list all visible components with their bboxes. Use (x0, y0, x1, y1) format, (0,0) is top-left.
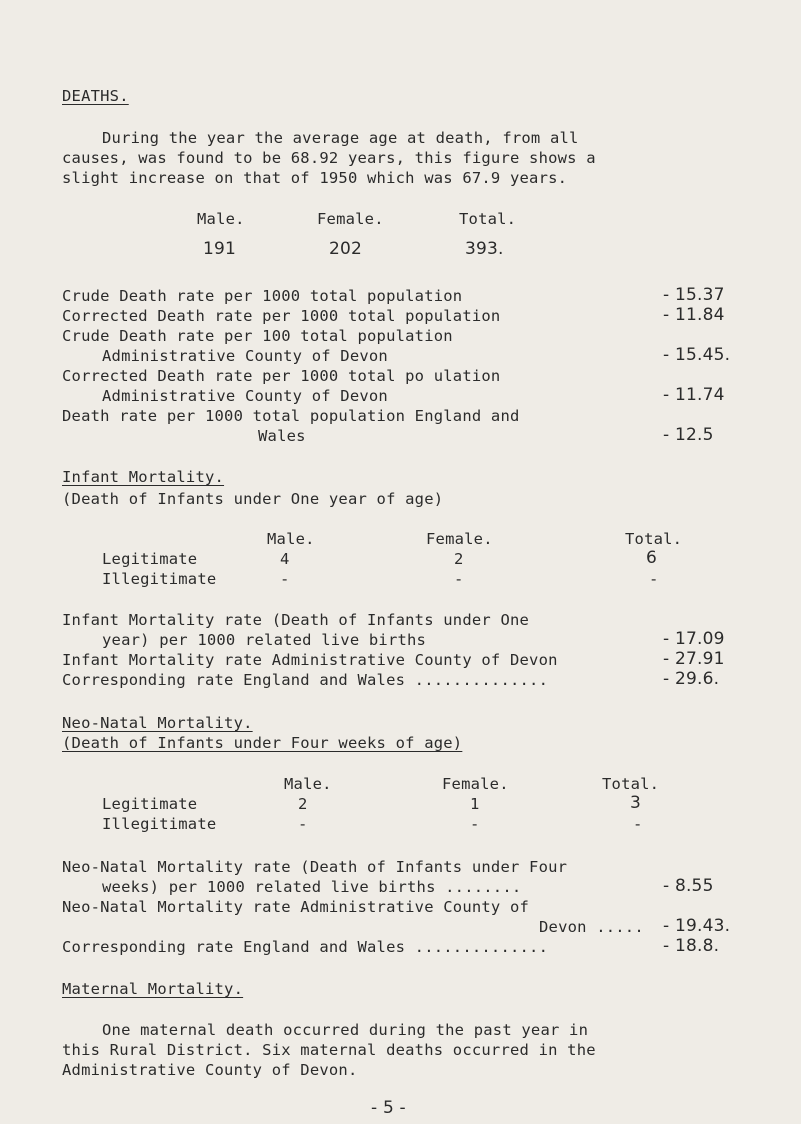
intro-line-2: causes, was found to be 68.92 years, this figure shows a (62, 149, 596, 167)
maternal-text-line-1: One maternal death occurred during the past year in (102, 1021, 589, 1039)
neonatal-row-total: 3 (630, 793, 642, 813)
infant-rate-label: year) per 1000 related live births (102, 631, 427, 649)
infant-row-label: Legitimate (102, 550, 198, 568)
section-heading-deaths: DEATHS. (62, 87, 129, 105)
neonatal-mortality-title: Neo-Natal Mortality. (62, 714, 253, 732)
death-rate-label: Corrected Death rate per 1000 total po ulation (62, 367, 501, 385)
infant-row-label: Illegitimate (102, 570, 217, 588)
infant-row-total: - (649, 570, 659, 588)
neonatal-mortality-subtitle: (Death of Infants under Four weeks of age) (62, 734, 463, 752)
deaths-header-male: Male. (197, 210, 245, 228)
neonatal-row-total: - (633, 815, 643, 833)
neonatal-rate-value: - 18.8. (663, 936, 720, 956)
death-rate-value: - 15.45. (663, 345, 731, 365)
death-rate-value: - 15.37 (663, 285, 725, 305)
death-rate-label: Administrative County of Devon (102, 347, 388, 365)
death-rate-label: Corrected Death rate per 1000 total population (62, 307, 501, 325)
neonatal-rate-value: - 19.43. (663, 916, 731, 936)
maternal-mortality-title: Maternal Mortality. (62, 980, 244, 998)
infant-row-female: 2 (454, 550, 464, 568)
infant-rate-value: - 17.09 (663, 629, 725, 649)
infant-row-male: - (280, 570, 290, 588)
neonatal-header-female: Female. (442, 775, 509, 793)
neonatal-row-female: 1 (470, 795, 480, 813)
neonatal-row-label: Legitimate (102, 795, 198, 813)
deaths-value-male: 191 (203, 239, 237, 259)
neonatal-row-label: Illegitimate (102, 815, 217, 833)
intro-line-1: During the year the average age at death, from all (102, 129, 579, 147)
death-rate-label: Administrative County of Devon (102, 387, 388, 405)
deaths-header-total: Total. (459, 210, 517, 228)
maternal-text-line-3: Administrative County of Devon. (62, 1061, 358, 1079)
deaths-value-total: 393. (465, 239, 504, 259)
death-rate-value: - 11.84 (663, 305, 725, 325)
infant-rate-label: Corresponding rate England and Wales .............. (62, 671, 549, 689)
death-rate-value: - 12.5 (663, 425, 714, 445)
death-rate-label: Crude Death rate per 1000 total population (62, 287, 463, 305)
deaths-header-female: Female. (317, 210, 384, 228)
infant-mortality-subtitle: (Death of Infants under One year of age) (62, 490, 444, 508)
neonatal-rate-label: Neo-Natal Mortality rate (Death of Infants under Four (62, 858, 568, 876)
death-rate-label: Wales (258, 427, 306, 445)
neonatal-rate-label: weeks) per 1000 related live births ........ (102, 878, 522, 896)
infant-header-female: Female. (426, 530, 493, 548)
infant-rate-label: Infant Mortality rate Administrative County of Devon (62, 651, 558, 669)
infant-header-total: Total. (625, 530, 683, 548)
intro-line-3: slight increase on that of 1950 which was 67.9 years. (62, 169, 568, 187)
infant-row-male: 4 (280, 550, 290, 568)
neonatal-rate-label: Corresponding rate England and Wales .............. (62, 938, 549, 956)
neonatal-rate-label: Devon ..... (539, 918, 644, 936)
page-number: - 5 - (371, 1098, 406, 1118)
infant-rate-value: - 27.91 (663, 649, 725, 669)
infant-row-total: 6 (646, 548, 658, 568)
death-rate-value: - 11.74 (663, 385, 725, 405)
neonatal-row-male: 2 (298, 795, 308, 813)
deaths-value-female: 202 (329, 239, 363, 259)
death-rate-label: Crude Death rate per 100 total population (62, 327, 453, 345)
infant-rate-value: - 29.6. (663, 669, 720, 689)
infant-mortality-title: Infant Mortality. (62, 468, 225, 486)
maternal-text-line-2: this Rural District. Six maternal deaths occurred in the (62, 1041, 596, 1059)
neonatal-rate-label: Neo-Natal Mortality rate Administrative County of (62, 898, 530, 916)
death-rate-label: Death rate per 1000 total population England and (62, 407, 520, 425)
infant-rate-label: Infant Mortality rate (Death of Infants under One (62, 611, 530, 629)
neonatal-header-male: Male. (284, 775, 332, 793)
neonatal-row-male: - (298, 815, 308, 833)
neonatal-header-total: Total. (602, 775, 660, 793)
infant-header-male: Male. (267, 530, 315, 548)
infant-row-female: - (454, 570, 464, 588)
neonatal-rate-value: - 8.55 (663, 876, 714, 896)
neonatal-row-female: - (470, 815, 480, 833)
